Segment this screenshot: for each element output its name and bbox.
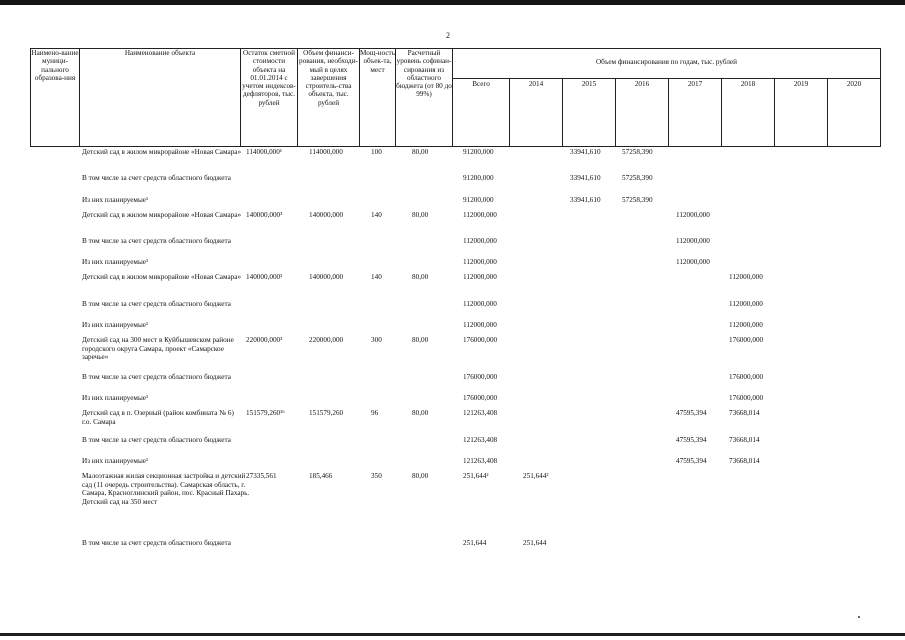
cell-capacity: 96 [371, 409, 379, 417]
cell-2017: 47595,394 [676, 457, 707, 465]
cell-volume: 151579,260 [309, 409, 344, 417]
cell-total: 91200,000 [463, 148, 494, 156]
cell-object-name: В том числе за счет средств областного бюджета [82, 436, 231, 444]
header-bottom-rule [30, 146, 881, 147]
cell-2018: 176000,000 [729, 394, 764, 402]
page-bottom-border [0, 633, 905, 636]
header-right-rule [880, 48, 881, 147]
cell-level: 80,00 [412, 472, 429, 480]
cell-object-name: В том числе за счет средств областного бюджета [82, 237, 231, 245]
cell-object-name: Детский сад на 300 мест в Куйбышевском районе городского округа Самара, проект «Самарское заречье» [82, 336, 234, 362]
cell-remaining: 151579,260¹⁶ [246, 409, 285, 417]
cell-level: 80,00 [412, 148, 429, 156]
cell-object-name: В том числе за счет средств областного бюджета [82, 539, 231, 547]
cell-total: 112000,000 [463, 237, 497, 245]
cell-volume: 114000,000 [309, 148, 343, 156]
cell-capacity: 100 [371, 148, 382, 156]
cell-2016: 57258,390 [622, 174, 653, 182]
page-number: 2 [446, 31, 450, 40]
cell-object-name: Детский сад в жилом микрорайоне «Новая Самара» [82, 273, 242, 281]
header-year-2017: 2017 [668, 79, 721, 146]
cell-remaining: 27335,561 [246, 472, 277, 480]
cell-capacity: 300 [371, 336, 382, 344]
header-year-2020: 2020 [827, 79, 880, 146]
header-year-2016: 2016 [615, 79, 668, 146]
cell-2014: 251,644 [523, 539, 547, 547]
cell-2018: 176000,000 [729, 336, 764, 344]
cell-2014: 251,644² [523, 472, 549, 480]
cell-object-name: Малоэтажная жилая секционная застройка и детский сад (11 очередь строительства). Самарская область, г. Самара, Красноглинский район, пос. Красный Пахарь. Детский сад на 350 мест [82, 472, 250, 506]
header-object-name: Наименование объекта [79, 48, 240, 146]
cell-remaining: 140000,000³ [246, 211, 283, 219]
header-total: Всего [452, 79, 509, 146]
header-municipality: Наимено-вание муници-пального образова-ния [30, 48, 79, 146]
cell-2018: 73668,014 [729, 457, 760, 465]
header-year-2018: 2018 [721, 79, 774, 146]
cell-2016: 57258,390 [622, 148, 653, 156]
header-capacity: Мощ-ность объек-та, мест [359, 48, 395, 146]
cell-2015: 33941,610 [570, 174, 601, 182]
cell-2018: 112000,000 [729, 273, 763, 281]
cell-level: 80,00 [412, 336, 429, 344]
cell-volume: 220000,000 [309, 336, 344, 344]
cell-volume: 185,466 [309, 472, 333, 480]
cell-2017: 112000,000 [676, 258, 710, 266]
header-financing-volume: Объем финанси-рования, необходи-мый в целях завершения строитель-ства объекта, тыс. рублей [297, 48, 359, 146]
cell-total: 251,644 [463, 539, 487, 547]
cell-2015: 33941,610 [570, 196, 601, 204]
cell-total: 91200,000 [463, 174, 494, 182]
cell-level: 80,00 [412, 273, 429, 281]
cell-total: 176000,000 [463, 373, 498, 381]
cell-remaining: 140000,000³ [246, 273, 283, 281]
cell-total: 112000,000 [463, 273, 497, 281]
scan-speck [858, 616, 860, 618]
cell-total: 121263,408 [463, 436, 498, 444]
cell-capacity: 140 [371, 273, 382, 281]
cell-remaining: 114000,000¹ [246, 148, 283, 156]
cell-total: 112000,000 [463, 258, 497, 266]
cell-2018: 112000,000 [729, 321, 763, 329]
cell-capacity: 140 [371, 211, 382, 219]
cell-object-name: В том числе за счет средств областного бюджета [82, 373, 231, 381]
cell-2016: 57258,390 [622, 196, 653, 204]
header-year-2015: 2015 [562, 79, 615, 146]
cell-total: 251,644² [463, 472, 489, 480]
cell-total: 121263,408 [463, 409, 498, 417]
header-year-2014: 2014 [509, 79, 562, 146]
cell-total: 121263,408 [463, 457, 498, 465]
cell-total: 91200,000 [463, 196, 494, 204]
cell-2018: 176000,000 [729, 373, 764, 381]
cell-object-name: Из них планируемые¹ [82, 196, 149, 204]
cell-object-name: Из них планируемые¹ [82, 394, 149, 402]
cell-remaining: 220000,000³ [246, 336, 283, 344]
cell-object-name: Детский сад в жилом микрорайоне «Новая Самара» [82, 148, 242, 156]
cell-capacity: 350 [371, 472, 382, 480]
header-funding-by-years: Объем финансирования по годам, тыс. рублей [452, 48, 880, 78]
cell-total: 112000,000 [463, 211, 497, 219]
cell-2018: 112000,000 [729, 300, 763, 308]
cell-object-name: В том числе за счет средств областного бюджета [82, 300, 231, 308]
cell-object-name: Детский сад в п. Озерный (район комбината № 6) г.о. Самара [82, 409, 234, 426]
cell-2017: 112000,000 [676, 237, 710, 245]
cell-object-name: В том числе за счет средств областного бюджета [82, 174, 231, 182]
cell-volume: 140000,000 [309, 273, 344, 281]
cell-object-name: Детский сад в жилом микрорайоне «Новая Самара» [82, 211, 242, 219]
cell-total: 176000,000 [463, 336, 498, 344]
cell-total: 112000,000 [463, 321, 497, 329]
header-year-2019: 2019 [774, 79, 827, 146]
cell-2017: 47595,394 [676, 409, 707, 417]
page-top-border [0, 0, 905, 5]
cell-level: 80,00 [412, 409, 429, 417]
cell-total: 176000,000 [463, 394, 498, 402]
cell-object-name: Из них планируемые¹ [82, 457, 149, 465]
cell-object-name: Из них планируемые¹ [82, 258, 149, 266]
cell-level: 80,00 [412, 211, 429, 219]
cell-2018: 73668,014 [729, 409, 760, 417]
cell-object-name: Из них планируемые¹ [82, 321, 149, 329]
cell-volume: 140000,000 [309, 211, 344, 219]
cell-2017: 112000,000 [676, 211, 710, 219]
cell-2018: 73668,014 [729, 436, 760, 444]
header-remaining-cost: Остаток сметной стоимости объекта на 01.01.2014 с учетом индексов-дефляторов, тыс. рублей [240, 48, 297, 146]
cell-2015: 33941,610 [570, 148, 601, 156]
cell-total: 112000,000 [463, 300, 497, 308]
cell-2017: 47595,394 [676, 436, 707, 444]
header-cofinancing-level: Расчетный уровень софинан-сирования из областного бюджета (от 80 до 99%) [395, 48, 452, 146]
